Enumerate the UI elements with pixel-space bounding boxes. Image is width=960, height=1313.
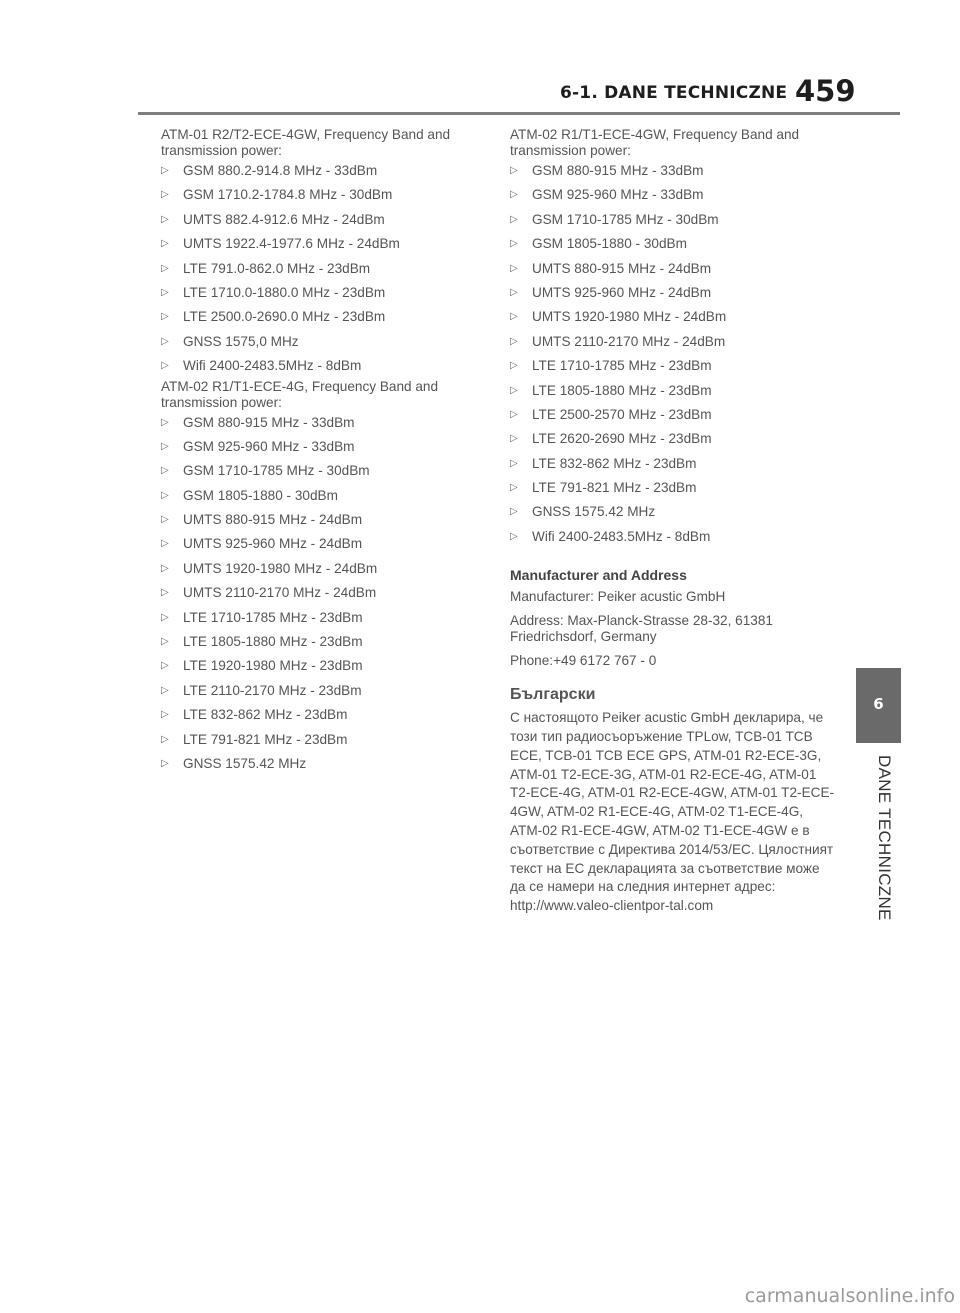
page-header	[0, 0, 960, 115]
list-item	[161, 435, 491, 459]
list-item	[510, 183, 835, 207]
section-title: 6-1. DANE TECHNICZNE	[560, 83, 788, 103]
list-item	[510, 330, 835, 354]
list-item	[161, 557, 491, 581]
list-item	[161, 459, 491, 483]
list-item	[510, 232, 835, 256]
list-item	[510, 281, 835, 305]
triangle-bullet-icon: ▷	[161, 489, 169, 501]
triangle-bullet-icon: ▷	[161, 562, 169, 574]
triangle-bullet-icon: ▷	[161, 684, 169, 696]
triangle-bullet-icon: ▷	[161, 514, 169, 526]
list-item	[161, 508, 491, 532]
list-item	[510, 500, 835, 524]
triangle-bullet-icon: ▷	[510, 384, 518, 396]
triangle-bullet-icon: ▷	[161, 238, 169, 250]
triangle-bullet-icon: ▷	[510, 213, 518, 225]
list-item	[510, 403, 835, 427]
list-item-text: GSM 925-960 MHz - 33dBm	[183, 438, 355, 454]
list-item	[510, 305, 835, 329]
triangle-bullet-icon: ▷	[510, 238, 518, 250]
list-item-text: LTE 791-821 MHz - 23dBm	[183, 731, 348, 747]
list-item	[161, 532, 491, 556]
list-item-text: GNSS 1575,0 MHz	[183, 333, 299, 349]
list-item	[161, 183, 491, 207]
list-item	[161, 232, 491, 256]
list-item	[161, 208, 491, 232]
list-item	[161, 606, 491, 630]
list-item	[510, 452, 835, 476]
list-item-text: GSM 925-960 MHz - 33dBm	[532, 187, 704, 203]
list-item	[161, 354, 491, 378]
list-item	[161, 752, 491, 776]
list-item-text: UMTS 1920-1980 MHz - 24dBm	[532, 309, 727, 325]
triangle-bullet-icon: ▷	[510, 360, 518, 372]
phone-line: Phone:+49 6172 767 - 0	[510, 653, 657, 669]
language-heading: Български	[510, 686, 596, 704]
triangle-bullet-icon: ▷	[161, 165, 169, 176]
list-item-text: GSM 1805-1880 - 30dBm	[183, 487, 338, 503]
list-item	[510, 354, 835, 378]
list-item-text: GNSS 1575.42 MHz	[532, 504, 656, 520]
list-item	[510, 257, 835, 281]
triangle-bullet-icon: ▷	[510, 457, 518, 469]
list-item-text: GSM 1805-1880 - 30dBm	[532, 236, 687, 252]
triangle-bullet-icon: ▷	[510, 165, 518, 176]
block2-intro: ATM-02 R1/T1-ECE-4G, Frequency Band and transmission power:	[161, 378, 439, 410]
list-item-text: LTE 2500.0-2690.0 MHz - 23dBm	[183, 309, 386, 325]
list-item	[510, 525, 835, 549]
triangle-bullet-icon: ▷	[510, 506, 518, 518]
triangle-bullet-icon: ▷	[161, 660, 169, 672]
list-item-text: Wifi 2400-2483.5MHz - 8dBm	[532, 528, 711, 544]
watermark: carmanualsonline.info	[744, 1285, 955, 1307]
list-item-text: UMTS 925-960 MHz - 24dBm	[183, 536, 363, 552]
chapter-number: 6	[873, 695, 884, 713]
bulgarian-declaration: С настоящото Peiker acustic GmbH декларира, че този тип радиосъоръжение TPLow, TCB-01 TCB ECE, TCB-01 TCB ECE GPS, ATM-01 R2-ECE-3G, ATM-01 T2-ECE-3G, ATM-01 R2-ECE-4G, ATM-01 T2-ECE-4G, ATM-01 R2-ECE-4GW, ATM-01 T2-ECE-4GW, ATM-02 R1-ECE-4G, ATM-02 T1-ECE-4G, ATM-02 R1-ECE-4GW, ATM-02 T1-ECE-4GW е в съответствие с Директива 2014/53/ЕС. Цялостният текст на ЕС декларацията за съответствие може да се намери на следния интернет адрес: http://www.valeo-clientpor-tal.com	[510, 710, 835, 914]
header-divider	[138, 112, 900, 115]
right-column	[510, 127, 835, 916]
list-item-text: UMTS 2110-2170 MHz - 24dBm	[183, 585, 377, 601]
list-item	[510, 427, 835, 451]
list-item-text: LTE 832-862 MHz - 23dBm	[183, 707, 348, 723]
list-item-text: LTE 1805-1880 MHz - 23dBm	[532, 382, 712, 398]
list-item-text: LTE 1710-1785 MHz - 23dBm	[532, 358, 712, 374]
triangle-bullet-icon: ▷	[161, 733, 169, 745]
list-item	[161, 703, 491, 727]
triangle-bullet-icon: ▷	[161, 587, 169, 599]
address-line: Address: Max-Planck-Strasse 28-32, 61381 Friedrichsdorf, Germany	[510, 613, 773, 645]
page-number: 459	[795, 74, 856, 108]
triangle-bullet-icon: ▷	[161, 360, 169, 372]
list-item-text: UMTS 880-915 MHz - 24dBm	[183, 512, 363, 528]
list-item-text: UMTS 882.4-912.6 MHz - 24dBm	[183, 211, 385, 227]
triangle-bullet-icon: ▷	[161, 538, 169, 550]
list-item-text: UMTS 1922.4-1977.6 MHz - 24dBm	[183, 236, 400, 252]
list-item-text: LTE 1805-1880 MHz - 23dBm	[183, 634, 363, 650]
chapter-tab	[856, 668, 901, 743]
list-item-text: LTE 832-862 MHz - 23dBm	[532, 455, 697, 471]
triangle-bullet-icon: ▷	[161, 757, 169, 769]
list-item	[510, 379, 835, 403]
list-item	[161, 330, 491, 354]
list-item-text: UMTS 1920-1980 MHz - 24dBm	[183, 560, 378, 576]
triangle-bullet-icon: ▷	[510, 311, 518, 323]
list-item-text: GSM 1710.2-1784.8 MHz - 30dBm	[183, 187, 393, 203]
list-item	[161, 305, 491, 329]
triangle-bullet-icon: ▷	[510, 262, 518, 274]
list-item	[510, 208, 835, 232]
left-column	[161, 127, 491, 776]
list-item	[161, 630, 491, 654]
triangle-bullet-icon: ▷	[161, 440, 169, 452]
manufacturer-line: Manufacturer: Peiker acustic GmbH	[510, 589, 726, 605]
block3-intro: ATM-02 R1/T1-ECE-4GW, Frequency Band and transmission power:	[510, 127, 800, 158]
list-item-text: LTE 1710.0-1880.0 MHz - 23dBm	[183, 284, 386, 300]
triangle-bullet-icon: ▷	[510, 335, 518, 347]
list-item	[161, 257, 491, 281]
list-item-text: GSM 880-915 MHz - 33dBm	[532, 163, 704, 178]
list-item-text: LTE 1920-1980 MHz - 23dBm	[183, 658, 363, 674]
list-item	[510, 476, 835, 500]
chapter-label: DANE TECHNICZNE	[875, 755, 894, 921]
list-item-text: Wifi 2400-2483.5MHz - 8dBm	[183, 358, 362, 374]
triangle-bullet-icon: ▷	[161, 636, 169, 648]
block2-list	[161, 411, 491, 777]
list-item	[161, 654, 491, 678]
list-item-text: UMTS 2110-2170 MHz - 24dBm	[532, 333, 726, 349]
triangle-bullet-icon: ▷	[161, 213, 169, 225]
triangle-bullet-icon: ▷	[161, 416, 169, 428]
list-item	[161, 679, 491, 703]
triangle-bullet-icon: ▷	[510, 189, 518, 201]
list-item-text: GSM 1710-1785 MHz - 30dBm	[183, 463, 370, 479]
block1-intro: ATM-01 R2/T2-ECE-4GW, Frequency Band and transmission power:	[161, 127, 451, 158]
list-item-text: LTE 791.0-862.0 MHz - 23dBm	[183, 260, 371, 276]
triangle-bullet-icon: ▷	[161, 311, 169, 323]
block3-list	[510, 159, 835, 549]
triangle-bullet-icon: ▷	[161, 465, 169, 477]
list-item	[161, 728, 491, 752]
list-item-text: GNSS 1575.42 MHz	[183, 755, 307, 771]
list-item-text: GSM 1710-1785 MHz - 30dBm	[532, 211, 719, 227]
triangle-bullet-icon: ▷	[161, 709, 169, 721]
list-item	[510, 159, 835, 183]
list-item	[161, 581, 491, 605]
list-item-text: GSM 880-915 MHz - 33dBm	[183, 414, 355, 430]
list-item-text: UMTS 880-915 MHz - 24dBm	[532, 260, 712, 276]
manufacturer-heading: Manufacturer and Address	[510, 567, 687, 584]
triangle-bullet-icon: ▷	[510, 433, 518, 445]
list-item-text: UMTS 925-960 MHz - 24dBm	[532, 284, 712, 300]
triangle-bullet-icon: ▷	[510, 482, 518, 494]
list-item	[161, 159, 491, 183]
triangle-bullet-icon: ▷	[510, 530, 518, 542]
list-item	[161, 484, 491, 508]
list-item-text: LTE 2500-2570 MHz - 23dBm	[532, 406, 712, 422]
triangle-bullet-icon: ▷	[510, 286, 518, 298]
triangle-bullet-icon: ▷	[510, 408, 518, 420]
block1-list	[161, 159, 491, 379]
list-item-text: LTE 791-821 MHz - 23dBm	[532, 480, 697, 496]
triangle-bullet-icon: ▷	[161, 335, 169, 347]
list-item-text: LTE 2110-2170 MHz - 23dBm	[183, 682, 362, 698]
triangle-bullet-icon: ▷	[161, 286, 169, 298]
list-item	[161, 281, 491, 305]
triangle-bullet-icon: ▷	[161, 189, 169, 201]
triangle-bullet-icon: ▷	[161, 611, 169, 623]
triangle-bullet-icon: ▷	[161, 262, 169, 274]
list-item-text: GSM 880.2-914.8 MHz - 33dBm	[183, 163, 378, 178]
list-item	[161, 411, 491, 435]
list-item-text: LTE 2620-2690 MHz - 23dBm	[532, 431, 712, 447]
list-item-text: LTE 1710-1785 MHz - 23dBm	[183, 609, 363, 625]
